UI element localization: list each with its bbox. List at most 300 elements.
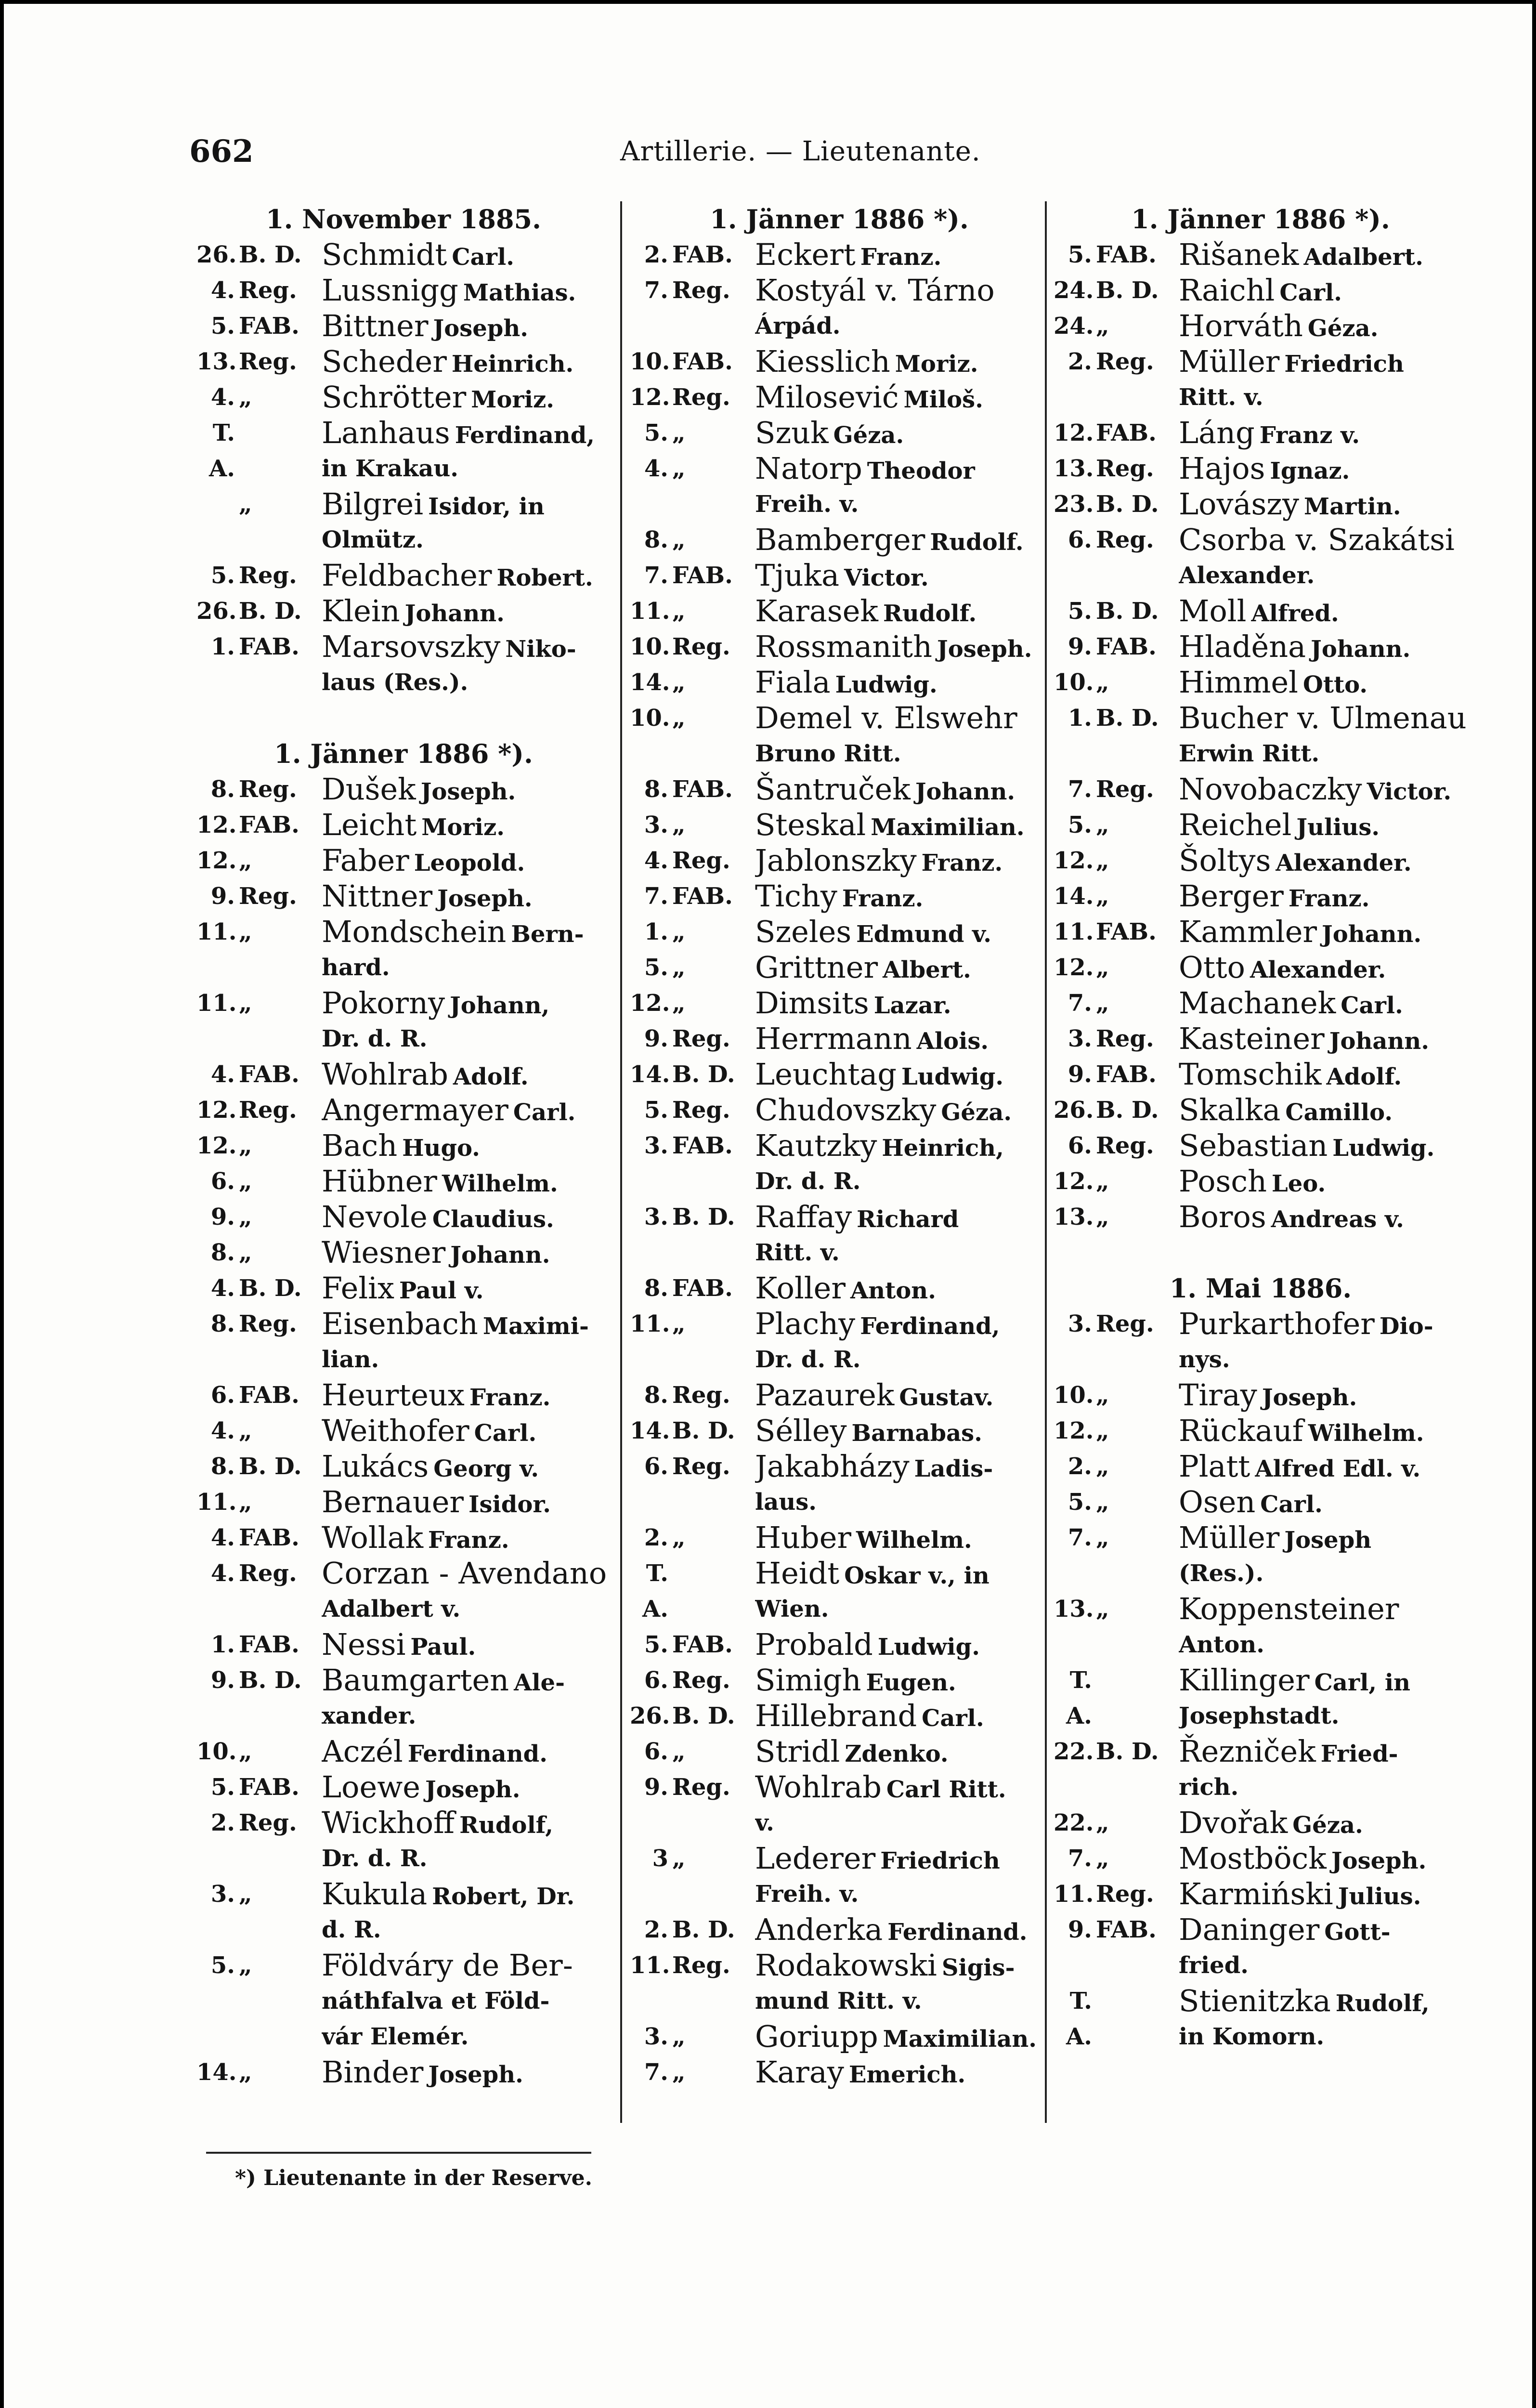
page-number: 662: [189, 133, 254, 170]
entry-continuation: Ritt. v.: [755, 1239, 840, 1266]
entry-surname: Berger: [1179, 878, 1284, 914]
entry-number: 1.: [1067, 705, 1092, 732]
entry-given-name: Albert.: [883, 956, 971, 983]
entry-surname: Moll: [1179, 593, 1247, 628]
entry-unit: „: [1096, 1168, 1109, 1195]
list-item: [630, 665, 1049, 700]
entry-surname: Raichl: [1179, 273, 1275, 308]
entry-given-name: Johann.: [915, 778, 1015, 805]
entry-surname: Otto: [1179, 950, 1245, 985]
entry-surname: Posch: [1179, 1164, 1267, 1199]
entry-continuation: Ritt. v.: [1179, 384, 1263, 411]
entry-continuation: Dr. d. R.: [322, 1025, 428, 1052]
entry-given-name: Julius.: [1338, 1883, 1421, 1910]
entry-given-name: Franz.: [469, 1384, 551, 1411]
entry-unit: Reg.: [672, 384, 730, 411]
entry-number: T. A.: [209, 419, 235, 482]
entry-surname: Bucher v. Ulmenau: [1179, 700, 1467, 735]
entry-given-name: Rudolf,: [1335, 1990, 1430, 2017]
entry-given-name: Heinrich,: [882, 1135, 1004, 1162]
entry-unit: „: [239, 1132, 252, 1159]
list-item-continuation: [1054, 1556, 1468, 1591]
entry-given-name: Johann.: [450, 1242, 550, 1269]
entry-given-name: Niko-: [505, 636, 576, 663]
entry-number: 12.: [1054, 1168, 1094, 1195]
entry-number: 12.: [196, 1132, 237, 1159]
section-spacer: [196, 700, 611, 736]
entry-surname: Aczél: [322, 1734, 403, 1769]
list-item: [1054, 273, 1468, 308]
entry-number: 6.: [210, 1382, 235, 1409]
entry-surname: Nittner: [322, 878, 433, 914]
entry-unit: „: [672, 2023, 686, 2050]
entry-number: 5.: [1067, 241, 1092, 268]
entry-unit: FAB.: [1096, 633, 1157, 660]
entry-surname: Huber: [755, 1520, 852, 1555]
entry-surname: Pokorny: [322, 985, 445, 1021]
entry-unit: „: [672, 811, 686, 838]
entry-unit: „: [672, 1738, 686, 1765]
entry-unit: „: [1096, 1489, 1109, 1516]
entry-given-name: Joseph.: [937, 636, 1032, 663]
entry-unit: FAB.: [672, 348, 733, 375]
list-item: [630, 1769, 1049, 1805]
entry-given-name: Rudolf,: [459, 1812, 553, 1839]
entry-unit: „: [239, 1239, 252, 1266]
list-item: [1054, 1591, 1468, 1627]
list-item: [196, 1627, 611, 1662]
entry-given-name: Edmund v.: [856, 921, 991, 948]
entry-number: 12.: [1054, 1417, 1094, 1444]
list-item-continuation: [196, 665, 611, 700]
entry-surname: Hladěna: [1179, 629, 1306, 664]
entry-number: 4.: [210, 1275, 235, 1302]
entry-given-name: Maximilian.: [871, 814, 1025, 841]
entry-given-name: Oskar v., in: [844, 1562, 989, 1589]
section-heading: 1. Jänner 1886 *).: [1131, 204, 1390, 235]
entry-given-name: Alfred.: [1251, 600, 1339, 627]
list-item: [630, 1627, 1049, 1662]
entry-unit: Reg.: [672, 633, 730, 660]
entry-surname: Eckert: [755, 237, 856, 272]
entry-surname: Felix: [322, 1270, 394, 1306]
list-item: [630, 1128, 1049, 1164]
entry-given-name: Gustav.: [899, 1384, 994, 1411]
entry-number: 11.: [1054, 1881, 1094, 1908]
entry-continuation: náthfalva et Föld-: [322, 1988, 550, 2015]
entry-given-name: Géza.: [941, 1099, 1012, 1126]
entry-surname: Grittner: [755, 950, 878, 985]
entry-unit: „: [239, 1204, 252, 1230]
entry-number: 6.: [644, 1667, 668, 1694]
entry-unit: Reg.: [239, 277, 297, 304]
list-item: [196, 629, 611, 665]
entry-surname: Müller: [1179, 1520, 1280, 1555]
list-item: [1054, 1021, 1468, 1057]
entry-surname: Lanhaus: [322, 415, 450, 450]
list-item-continuation: [1054, 2019, 1468, 2055]
entry-given-name: Joseph.: [425, 1776, 521, 1803]
entry-unit: „: [1096, 811, 1109, 838]
entry-surname: Leuchtag: [755, 1057, 897, 1092]
entry-number: 10.: [196, 1738, 237, 1765]
entry-given-name: Wilhelm.: [442, 1170, 558, 1197]
list-item: [1054, 451, 1468, 486]
entry-number: 22.: [1054, 1809, 1094, 1836]
entry-number: 3.: [644, 1204, 668, 1230]
list-item: [196, 2019, 611, 2055]
entry-unit: FAB.: [1096, 241, 1157, 268]
list-item: [196, 558, 611, 593]
entry-number: 5.: [210, 562, 235, 589]
list-item: [630, 807, 1049, 843]
entry-surname: Stridl: [755, 1734, 840, 1769]
entry-given-name: Alois.: [916, 1028, 989, 1055]
entry-continuation: Erwin Ritt.: [1179, 740, 1320, 767]
entry-surname: Natorp: [755, 451, 862, 486]
entry-given-name: Ferdinand,: [455, 422, 595, 449]
entry-surname: Novobaczky: [1179, 772, 1362, 807]
list-item-continuation: [196, 451, 611, 486]
list-item-continuation: [1054, 558, 1468, 593]
entry-number: 5.: [1067, 1489, 1092, 1516]
entry-continuation: v.: [755, 1809, 774, 1836]
list-item: [196, 237, 611, 273]
list-item-continuation: [196, 1841, 611, 1876]
entry-given-name: Johann,: [450, 992, 550, 1019]
list-item-continuation: [196, 1342, 611, 1377]
entry-unit: FAB.: [672, 241, 733, 268]
entry-surname: Simigh: [755, 1662, 861, 1698]
list-item: [630, 1734, 1049, 1769]
entry-surname: Bamberger: [755, 522, 925, 557]
entry-surname: Boros: [1179, 1199, 1266, 1234]
entry-surname: Šantruček: [755, 772, 911, 807]
entry-unit: „: [1096, 1524, 1109, 1551]
entry-number: 10.: [1054, 1382, 1094, 1409]
entry-number: 9.: [210, 1204, 235, 1230]
entry-number: 5.: [644, 419, 668, 446]
entry-number: 4.: [644, 847, 668, 874]
entry-name: [1179, 1199, 1468, 1243]
entry-given-name: Carl.: [922, 1705, 984, 1732]
entry-unit: Reg.: [1096, 1132, 1154, 1159]
list-item: [196, 1092, 611, 1128]
list-item: [1054, 950, 1468, 985]
entry-unit: Reg.: [239, 562, 297, 589]
entry-given-name: Anton.: [850, 1277, 936, 1304]
section-heading: 1. Jänner 1886 *).: [274, 738, 533, 769]
entry-given-name: Ludwig.: [1332, 1135, 1435, 1162]
entry-surname: Wohlrab: [322, 1057, 448, 1092]
entry-given-name: Victor.: [844, 564, 929, 591]
entry-number: 8.: [644, 776, 668, 803]
entry-surname: Schrötter: [322, 380, 467, 415]
entry-unit: „: [239, 1417, 252, 1444]
entry-continuation: xander.: [322, 1702, 417, 1729]
entry-surname: Bilgrei: [322, 486, 424, 522]
entry-unit: „: [672, 705, 686, 732]
entry-given-name: Julius.: [1296, 814, 1380, 841]
entry-number: 12.: [196, 847, 237, 874]
entry-number: 14.: [196, 2059, 237, 2086]
entry-continuation: Dr. d. R.: [755, 1346, 861, 1373]
entry-continuation: laus (Res.).: [322, 669, 469, 696]
entry-given-name: Paul v.: [399, 1277, 484, 1304]
list-item: [630, 1199, 1049, 1235]
entry-given-name: Leopold.: [414, 850, 525, 877]
entry-unit: „: [239, 384, 252, 411]
entry-unit: „: [1096, 847, 1109, 874]
entry-unit: B. D.: [239, 1453, 302, 1480]
entry-given-name: Carl.: [474, 1420, 537, 1447]
list-item: [196, 1662, 611, 1698]
list-item: [1054, 629, 1468, 665]
list-item: [196, 1199, 611, 1235]
section-heading: 1. November 1885.: [266, 204, 541, 235]
entry-given-name: Carl, in: [1314, 1669, 1410, 1696]
entry-surname: Csorba v. Szakátsi: [1179, 522, 1455, 557]
list-item-continuation: [1054, 736, 1468, 772]
entry-number: 3.: [1067, 1310, 1092, 1337]
entry-number: 7.: [644, 562, 668, 589]
list-item-continuation: [630, 1983, 1049, 2019]
list-item-continuation: [196, 1912, 611, 1948]
entry-number: 24.: [1054, 277, 1094, 304]
entry-surname: Láng: [1179, 415, 1255, 450]
entry-given-name: Mathias.: [463, 279, 576, 306]
entry-surname: Kasteiner: [1179, 1021, 1325, 1056]
entry-given-name: Ludwig.: [901, 1063, 1004, 1090]
entry-unit: FAB.: [672, 776, 733, 803]
entry-unit: Reg.: [239, 883, 297, 910]
entry-given-name: Maximilian.: [883, 2026, 1037, 2053]
list-item: [630, 1270, 1049, 1306]
entry-surname: Dimsits: [755, 985, 869, 1021]
entry-given-name: Alexander.: [1276, 850, 1412, 877]
entry-unit: Reg.: [672, 1453, 730, 1480]
entry-continuation: Dr. d. R.: [755, 1168, 861, 1195]
entry-unit: „: [672, 1310, 686, 1337]
entry-continuation: hard.: [322, 954, 390, 981]
list-item-continuation: [630, 486, 1049, 522]
entry-surname: Rišanek: [1179, 237, 1299, 272]
entry-surname: Probald: [755, 1627, 873, 1662]
entry-continuation: Adalbert v.: [322, 1596, 461, 1623]
entry-surname: Scheder: [322, 344, 447, 379]
column-3: [1054, 201, 1468, 2055]
entry-unit: Reg.: [239, 1310, 297, 1337]
entry-number: 14.: [630, 669, 670, 696]
entry-given-name: Alexander.: [1250, 956, 1386, 983]
list-item: [1054, 237, 1468, 273]
list-item-continuation: [630, 308, 1049, 344]
entry-number: 5.: [210, 1774, 235, 1801]
entry-given-name: Gott-: [1324, 1919, 1391, 1946]
entry-given-name: Ferdinand,: [860, 1313, 1000, 1340]
entry-number: 12.: [1054, 847, 1094, 874]
entry-unit: FAB.: [239, 811, 299, 838]
entry-surname: Anderka: [755, 1912, 883, 1947]
list-item: [630, 700, 1049, 736]
entry-surname: Faber: [322, 843, 409, 878]
list-item-continuation: [630, 1164, 1049, 1199]
entry-name: [322, 2055, 611, 2098]
entry-number: 9.: [210, 1667, 235, 1694]
entry-unit: Reg.: [672, 1382, 730, 1409]
entry-number: 6.: [644, 1453, 668, 1480]
entry-unit: „: [1096, 1596, 1109, 1623]
entry-number: 12.: [196, 1097, 237, 1124]
list-item: [196, 1235, 611, 1270]
list-item: [196, 344, 611, 380]
list-item: [630, 2019, 1049, 2055]
entry-unit: „: [672, 419, 686, 446]
entry-surname: Mostböck: [1179, 1841, 1327, 1876]
entry-surname: Rückauf: [1179, 1413, 1303, 1448]
entry-number: 11.: [630, 598, 670, 625]
entry-surname: Földváry de Ber-: [322, 1948, 573, 1983]
entry-unit: „: [239, 2059, 252, 2086]
entry-number: 2.: [1067, 348, 1092, 375]
list-item: [196, 1306, 611, 1342]
entry-given-name: Claudius.: [432, 1206, 554, 1233]
entry-unit: FAB.: [1096, 1061, 1157, 1088]
list-item: [630, 344, 1049, 380]
entry-number: 5.: [1067, 811, 1092, 838]
entry-surname: Szeles: [755, 914, 852, 949]
entry-given-name: Adolf.: [453, 1063, 529, 1090]
list-item: [1054, 772, 1468, 807]
list-item: [630, 451, 1049, 486]
list-item: [630, 1306, 1049, 1342]
entry-given-name: Adolf.: [1326, 1063, 1402, 1090]
entry-given-name: Franz.: [428, 1527, 509, 1554]
entry-unit: „: [672, 598, 686, 625]
entry-number: 7.: [644, 2059, 668, 2086]
entry-surname: Schmidt: [322, 237, 447, 272]
entry-surname: Sélley: [755, 1413, 847, 1448]
list-item: [630, 1092, 1049, 1128]
list-item: [630, 985, 1049, 1021]
list-item: [1054, 807, 1468, 843]
entry-surname: Klein: [322, 593, 400, 628]
entry-number: 26.: [196, 241, 237, 268]
entry-name: [755, 2055, 1049, 2098]
entry-continuation: Freih. v.: [755, 491, 859, 518]
list-item: [630, 380, 1049, 415]
entry-surname: Pazaurek: [755, 1377, 895, 1413]
entry-unit: FAB.: [672, 1132, 733, 1159]
entry-surname: Goriupp: [755, 2019, 878, 2054]
entry-surname: Weithofer: [322, 1413, 469, 1448]
entry-surname: Wollak: [322, 1520, 424, 1555]
list-item: [1054, 843, 1468, 878]
entry-unit: Reg.: [239, 776, 297, 803]
list-item: [196, 1520, 611, 1556]
entry-number: 14.: [630, 1061, 670, 1088]
entry-number: 13.: [1054, 455, 1094, 482]
entry-given-name: Friedrich: [1284, 351, 1404, 378]
entry-given-name: Georg v.: [433, 1455, 539, 1482]
list-item: [196, 772, 611, 807]
entry-number: 7.: [1067, 1524, 1092, 1551]
entry-unit: FAB.: [1096, 419, 1157, 446]
entry-given-name: Joseph.: [1331, 1847, 1427, 1874]
entry-given-name: Carl.: [1279, 279, 1342, 306]
entry-unit: „: [1096, 954, 1109, 981]
entry-number: 24.: [1054, 313, 1094, 340]
entry-unit: Reg.: [239, 1560, 297, 1587]
entry-unit: B. D.: [1096, 705, 1159, 732]
entry-surname: Wickhoff: [322, 1805, 455, 1840]
list-item: [1054, 1449, 1468, 1484]
list-item: [630, 1520, 1049, 1556]
entry-unit: „: [672, 2059, 686, 2086]
list-item: [1054, 415, 1468, 451]
entry-number: 5.: [210, 313, 235, 340]
entry-number: 12.: [1054, 419, 1094, 446]
entry-unit: B. D.: [672, 1702, 735, 1729]
list-item: [1054, 1484, 1468, 1520]
entry-surname: Demel v. Elswehr: [755, 700, 1017, 735]
entry-given-name: Moriz.: [471, 386, 554, 413]
entry-number: 6.: [210, 1168, 235, 1195]
entry-surname: Tjuka: [755, 558, 840, 593]
entry-given-name: Heinrich.: [451, 351, 574, 378]
entry-surname: Leicht: [322, 807, 417, 842]
list-item-continuation: [1054, 1342, 1468, 1377]
entry-number: 5.: [1067, 598, 1092, 625]
list-item: [1054, 914, 1468, 950]
entry-unit: B. D.: [1096, 1738, 1159, 1765]
entry-unit: „: [1096, 1453, 1109, 1480]
entry-given-name: Franz v.: [1259, 422, 1360, 449]
entry-surname: Eisenbach: [322, 1306, 478, 1341]
entry-surname: Karay: [755, 2055, 844, 2090]
entry-given-name: Theodor: [867, 458, 975, 484]
entry-given-name: Wilhelm.: [1308, 1420, 1424, 1447]
entry-given-name: Ladis-: [914, 1455, 993, 1482]
entry-given-name: Carl.: [1260, 1491, 1323, 1518]
list-item-continuation: [1054, 1627, 1468, 1662]
entry-surname: Kautzky: [755, 1128, 877, 1163]
list-item: [196, 1128, 611, 1164]
entry-unit: Reg.: [1096, 526, 1154, 553]
entry-surname: Kiesslich: [755, 344, 890, 379]
entry-unit: B. D.: [672, 1061, 735, 1088]
entry-surname: Dušek: [322, 772, 416, 807]
entry-number: 6.: [1067, 1132, 1092, 1159]
entry-unit: „: [239, 1168, 252, 1195]
entry-given-name: Joseph.: [420, 778, 516, 805]
entry-unit: Reg.: [1096, 776, 1154, 803]
entry-surname: Karmiński: [1179, 1876, 1333, 1911]
entry-given-name: Lazar.: [873, 992, 951, 1019]
entry-number: 8.: [210, 1310, 235, 1337]
entry-given-name: Dio-: [1379, 1313, 1433, 1340]
list-item: [630, 273, 1049, 308]
entry-unit: Reg.: [1096, 1881, 1154, 1908]
entry-number: 1.: [644, 918, 668, 945]
entry-unit: „: [1096, 1417, 1109, 1444]
entry-given-name: Robert.: [496, 564, 593, 591]
entry-continuation: mund Ritt. v.: [755, 1988, 922, 2015]
list-item: [196, 1270, 611, 1306]
entry-given-name: Johann.: [404, 600, 505, 627]
entry-number: 4.: [210, 1417, 235, 1444]
entry-unit: „: [672, 669, 686, 696]
